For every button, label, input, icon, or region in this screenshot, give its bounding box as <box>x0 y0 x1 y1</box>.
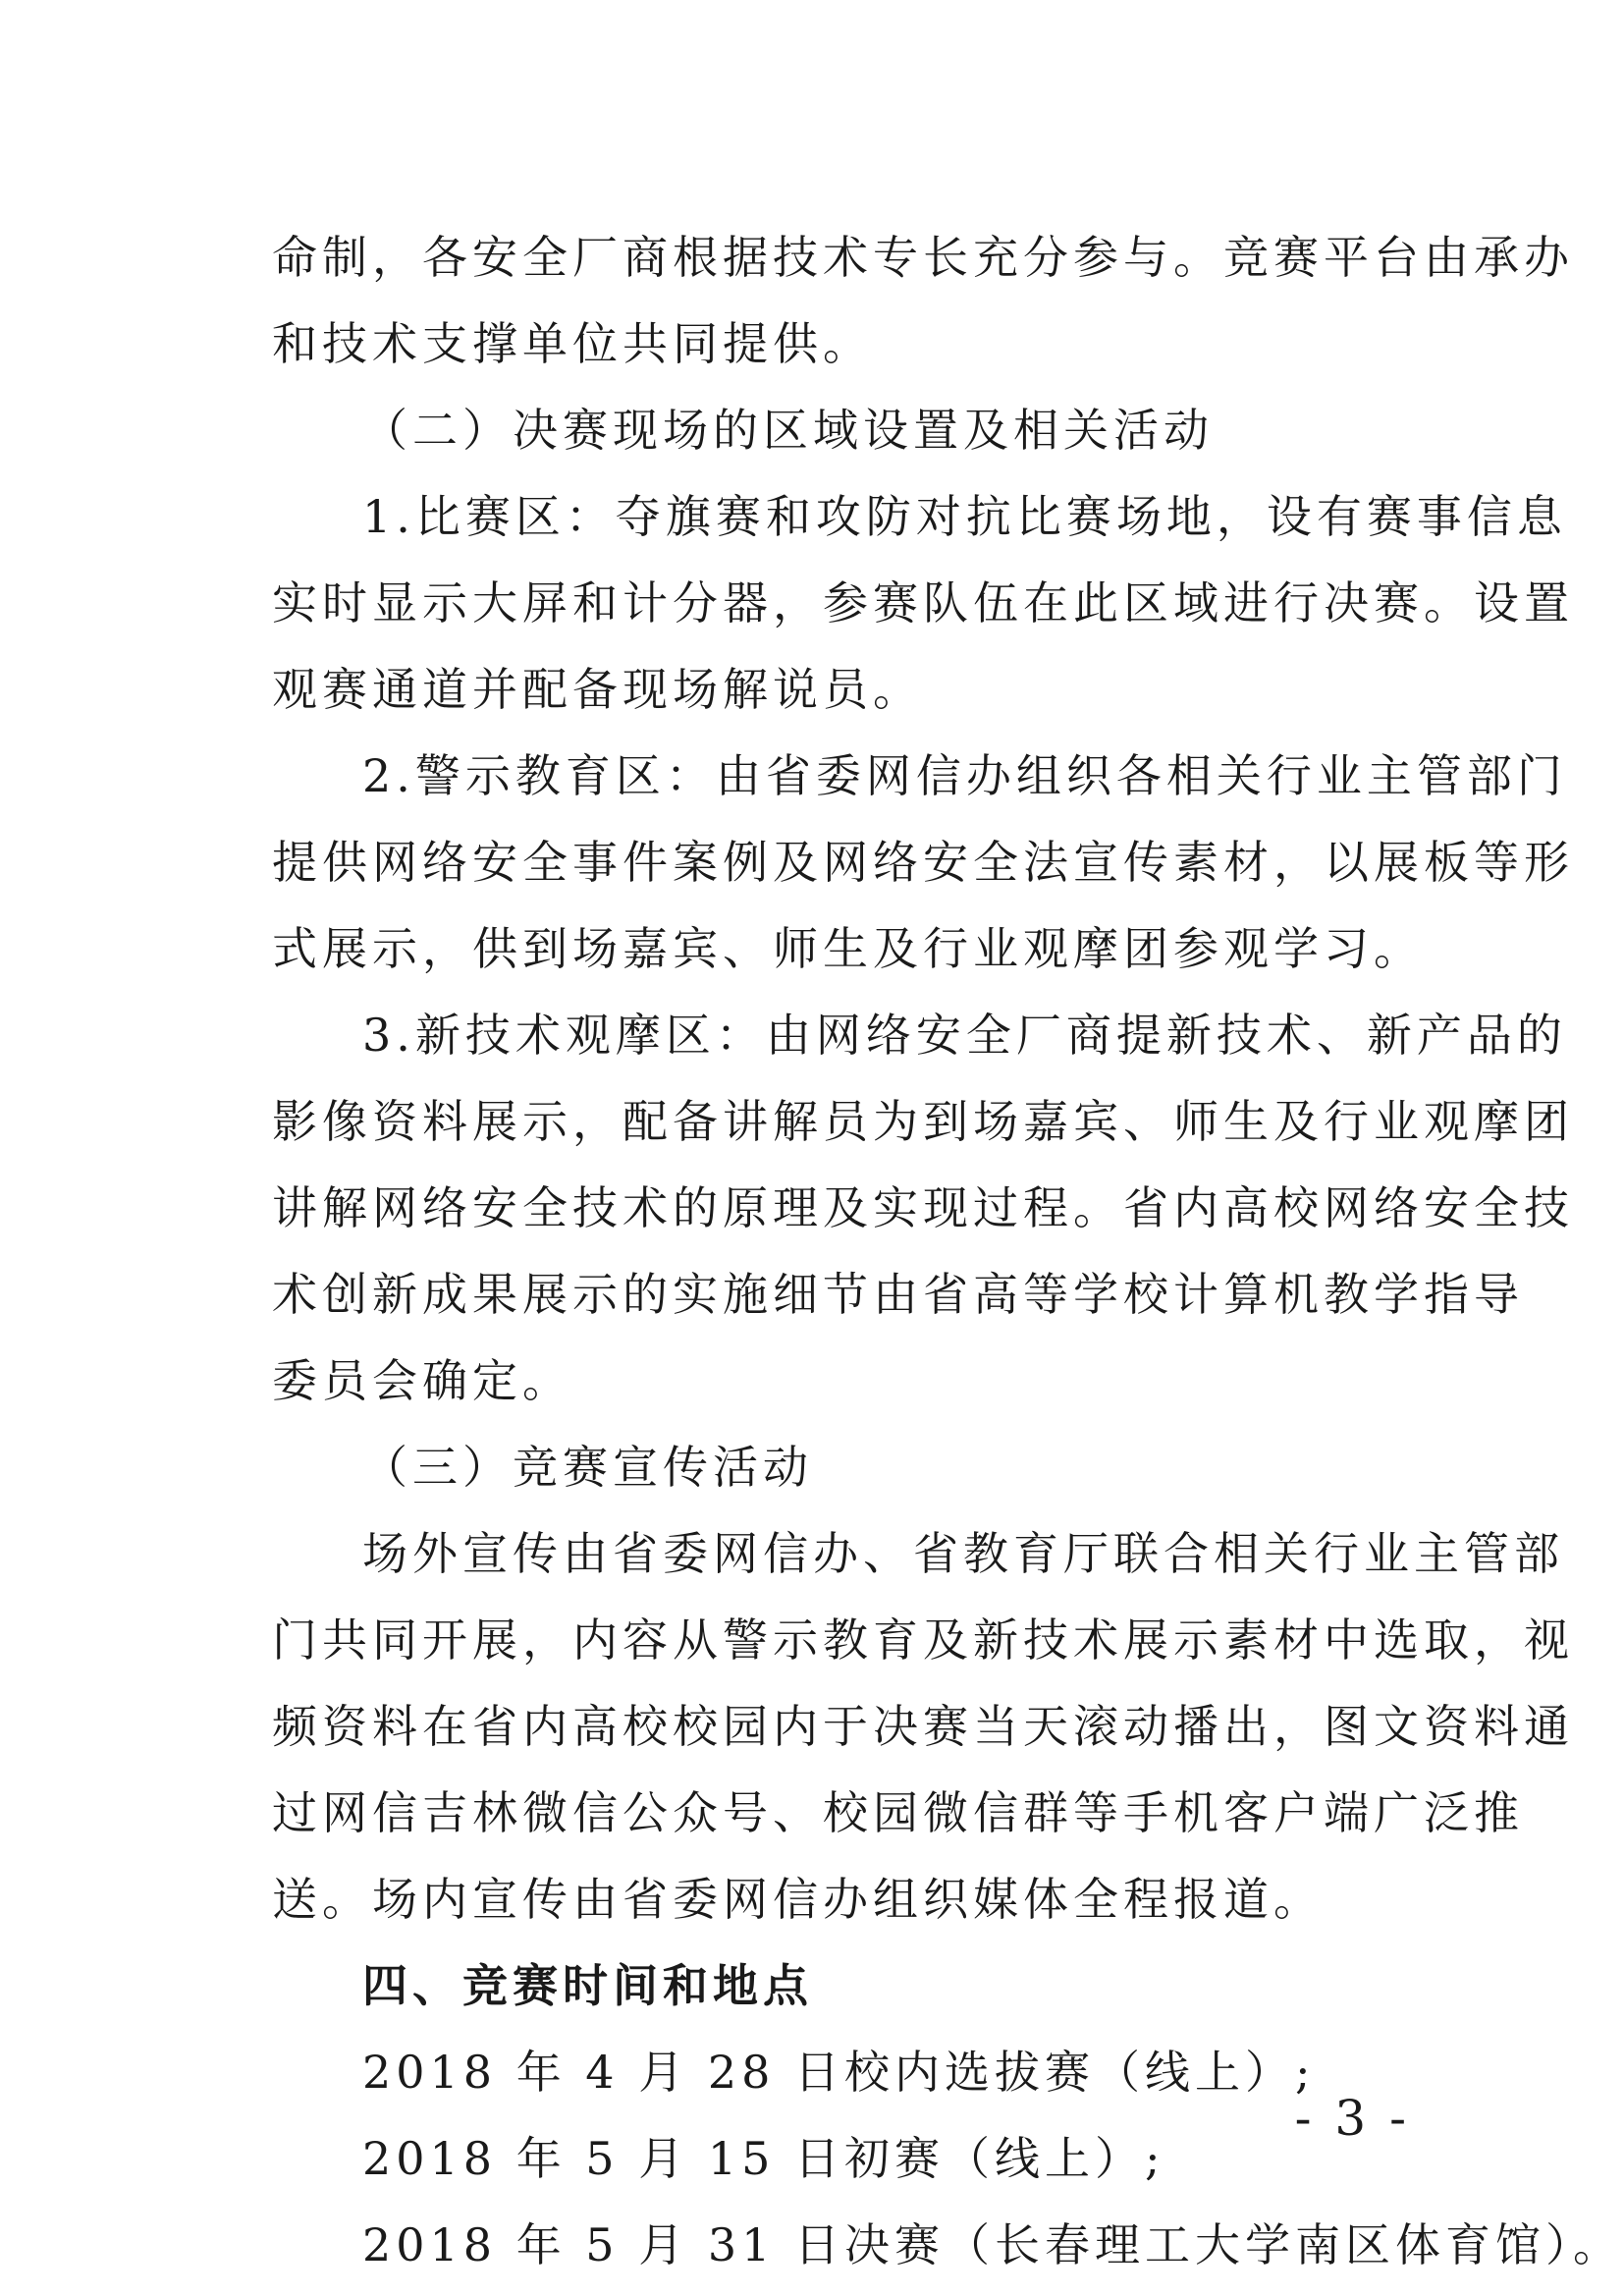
body-line: 场外宣传由省委网信办、省教育厅联合相关行业主管部 <box>362 1527 1564 1580</box>
body-line: 3.新技术观摩区：由网络安全厂商提新技术、新产品的 <box>362 1009 1567 1062</box>
body-line: 命制，各安全厂商根据技术专长充分参与。竞赛平台由承办 <box>272 231 1574 284</box>
body-line: 1.比赛区：夺旗赛和攻防对抗比赛场地，设有赛事信息 <box>362 490 1567 543</box>
body-line: 门共同开展，内容从警示教育及新技术展示素材中选取，视 <box>272 1613 1574 1667</box>
document-body <box>272 214 1623 2288</box>
body-line: 2.警示教育区：由省委网信办组织各相关行业主管部门 <box>362 749 1567 802</box>
body-line: 实时显示大屏和计分器，参赛队伍在此区域进行决赛。设置 <box>272 576 1574 629</box>
body-line: 和技术支撑单位共同提供。 <box>272 317 873 370</box>
body-line: 观赛通道并配备现场解说员。 <box>272 663 923 716</box>
body-line: 过网信吉林微信公众号、校园微信群等手机客户端广泛推 <box>272 1786 1524 1839</box>
body-line: 式展示，供到场嘉宾、师生及行业观摩团参观学习。 <box>272 922 1424 975</box>
schedule-line: 2018 年 5 月 15 日初赛（线上）; <box>362 2132 1165 2185</box>
body-line: 频资料在省内高校校园内于决赛当天滚动播出，图文资料通 <box>272 1700 1574 1753</box>
body-line: 影像资料展示，配备讲解员为到场嘉宾、师生及行业观摩团 <box>272 1095 1574 1148</box>
body-line: 提供网络安全事件案例及网络安全法宣传素材，以展板等形 <box>272 836 1574 889</box>
body-line: 送。场内宣传由省委网信办组织媒体全程报道。 <box>272 1873 1324 1926</box>
section-heading: 四、竞赛时间和地点 <box>362 1959 813 2012</box>
body-line: 委员会确定。 <box>272 1354 572 1407</box>
body-line: 讲解网络安全技术的原理及实现过程。省内高校网络安全技 <box>272 1181 1574 1234</box>
section-subheading: （三）竞赛宣传活动 <box>362 1441 813 1494</box>
schedule-line: 2018 年 4 月 28 日校内选拔赛（线上）; <box>362 2046 1316 2099</box>
body-line: 术创新成果展示的实施细节由省高等学校计算机教学指导 <box>272 1268 1524 1321</box>
schedule-line: 2018 年 5 月 31 日决赛（长春理工大学南区体育馆）。 <box>362 2218 1623 2271</box>
page-number: - 3 - <box>1294 2090 1410 2147</box>
section-subheading: （二）决赛现场的区域设置及相关活动 <box>362 404 1214 457</box>
